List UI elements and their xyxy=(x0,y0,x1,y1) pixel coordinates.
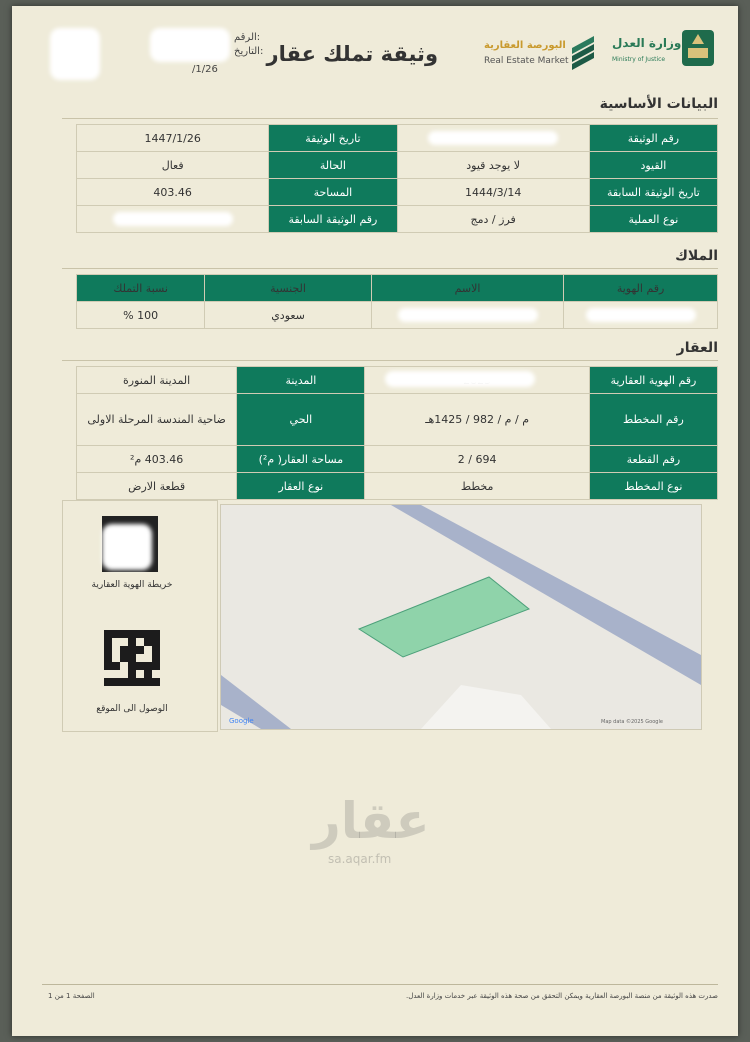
table-row xyxy=(77,206,718,233)
qr-module xyxy=(128,646,136,654)
doc-number-label: الرقم: xyxy=(234,32,261,43)
market-name-en: Real Estate Market xyxy=(484,56,569,66)
doc-date-label: التاريخ: xyxy=(234,46,264,57)
qr-module xyxy=(144,630,152,638)
qr-module xyxy=(120,630,128,638)
table-row xyxy=(77,179,718,206)
doc-date-cell-label: تاريخ الوثيقة xyxy=(269,125,397,152)
doc-date-cell: 1447/1/26 xyxy=(77,125,269,152)
plan-type-label: نوع المخطط xyxy=(589,473,717,500)
area-value: 403.46 xyxy=(77,179,269,206)
qr-module xyxy=(152,654,160,662)
table-row xyxy=(77,446,718,473)
status-label: الحالة xyxy=(269,152,397,179)
qr-module xyxy=(112,662,120,670)
qr-module xyxy=(136,654,144,662)
qr-module xyxy=(136,638,144,646)
qr-module xyxy=(144,646,152,654)
page-number: الصفحة 1 من 1 xyxy=(48,992,95,1000)
doc-number-cell-label: رقم الوثيقة xyxy=(589,125,717,152)
col-header-name: الاسم xyxy=(371,275,563,302)
map-canvas xyxy=(221,505,701,729)
qr-module xyxy=(104,630,112,638)
restrictions-value: لا يوجد قيود xyxy=(397,152,589,179)
operation-type-label: نوع العملية xyxy=(589,206,717,233)
basic-data-table xyxy=(76,124,718,233)
qr-module xyxy=(128,630,136,638)
qr-module xyxy=(128,654,136,662)
prev-doc-number-label: رقم الوثيقة السابقة xyxy=(269,206,397,233)
qr-module xyxy=(120,646,128,654)
status-value: فعال xyxy=(77,152,269,179)
redacted-qr-header xyxy=(50,28,100,80)
qr-module xyxy=(152,638,160,646)
map-credit: Map data ©2025 Google xyxy=(601,719,663,725)
divider xyxy=(62,268,718,269)
qr-module xyxy=(144,670,152,678)
district-label: الحي xyxy=(237,394,365,446)
col-header-share: نسبة التملك xyxy=(77,275,205,302)
qr-module xyxy=(104,646,112,654)
doc-number-cell xyxy=(397,125,589,152)
qr-module xyxy=(112,646,120,654)
table-row xyxy=(77,152,718,179)
owners-table xyxy=(76,274,718,329)
qr-module xyxy=(120,662,128,670)
redacted-value xyxy=(428,131,558,145)
plot-number-value: 694 / 2 xyxy=(365,446,589,473)
property-type-value: قطعة الارض xyxy=(77,473,237,500)
qr1-label: خريطة الهوية العقارية xyxy=(91,580,173,590)
owners-header-row xyxy=(77,275,718,302)
ministry-emblem-icon xyxy=(680,28,716,68)
district-value: ضاحية المندسة المرحلة الاولى xyxy=(77,394,237,446)
qr-module xyxy=(144,638,152,646)
property-area-label: مساحة العقار( م²) xyxy=(237,446,365,473)
property-id-label: رقم الهوية العقارية xyxy=(589,367,717,394)
qr-module xyxy=(112,638,120,646)
qr-module xyxy=(136,662,144,670)
qr-module xyxy=(120,670,128,678)
qr-module xyxy=(120,654,128,662)
owner-id-cell xyxy=(564,302,718,329)
watermark-url: sa.aqar.fm xyxy=(328,852,392,866)
property-id-cell xyxy=(365,367,589,394)
plan-number-label: رقم المخطط xyxy=(589,394,717,446)
owner-nationality: سعودي xyxy=(205,302,372,329)
divider xyxy=(62,118,718,119)
qr-module xyxy=(104,662,112,670)
col-header-nationality: الجنسية xyxy=(205,275,372,302)
property-type-label: نوع العقار xyxy=(237,473,365,500)
qr-module xyxy=(136,646,144,654)
property-area-value: 403.46 م² xyxy=(77,446,237,473)
basic-data-heading: البيانات الأساسية xyxy=(599,96,718,112)
table-row xyxy=(77,125,718,152)
qr-module xyxy=(128,638,136,646)
prev-doc-date-label: تاريخ الوثيقة السابقة xyxy=(589,179,717,206)
property-map-qr[interactable] xyxy=(102,516,158,572)
document-sheet xyxy=(12,6,738,1036)
property-heading: العقار xyxy=(676,340,718,356)
city-label: المدينة xyxy=(237,367,365,394)
table-row xyxy=(77,473,718,500)
area-label: المساحة xyxy=(269,179,397,206)
qr-module xyxy=(144,678,152,686)
col-header-id: رقم الهوية xyxy=(564,275,718,302)
redacted-value xyxy=(398,308,538,322)
table-row xyxy=(77,394,718,446)
qr-module xyxy=(136,678,144,686)
table-row xyxy=(77,302,718,329)
page-title: وثيقة تملك عقار xyxy=(266,42,438,66)
map-google-mark: Google xyxy=(229,717,254,725)
qr-module xyxy=(128,662,136,670)
qr-module xyxy=(144,662,152,670)
qr-module xyxy=(112,670,120,678)
qr-module xyxy=(152,646,160,654)
qr-module xyxy=(120,638,128,646)
owner-share: 100 % xyxy=(77,302,205,329)
redacted-value xyxy=(586,308,696,322)
qr-module xyxy=(152,662,160,670)
operation-type-value: فرز / دمج xyxy=(397,206,589,233)
qr-module xyxy=(152,630,160,638)
qr-module xyxy=(136,630,144,638)
redacted-value xyxy=(113,212,233,226)
ministry-name-en: Ministry of Justice xyxy=(612,56,666,63)
redacted-qr xyxy=(102,524,152,570)
qr-module xyxy=(104,638,112,646)
location-qr[interactable] xyxy=(104,630,160,686)
plan-number-value: م / م / 982 / 1425هـ xyxy=(365,394,589,446)
footer-rule xyxy=(42,984,718,985)
qr-module xyxy=(144,654,152,662)
plot-number-label: رقم القطعة xyxy=(589,446,717,473)
qr-module xyxy=(128,670,136,678)
plan-type-value: مخطط xyxy=(365,473,589,500)
qr2-label: الوصول الى الموقع xyxy=(96,704,168,714)
qr-module xyxy=(152,678,160,686)
prev-doc-number-cell xyxy=(77,206,269,233)
owners-heading: الملاك xyxy=(675,248,718,264)
qr-module xyxy=(128,678,136,686)
market-logo xyxy=(482,36,602,76)
ministry-logo xyxy=(612,28,722,72)
qr-module xyxy=(104,678,112,686)
property-table xyxy=(76,366,718,500)
qr-module xyxy=(152,670,160,678)
doc-date-fragment: /1/26 xyxy=(192,64,218,75)
qr-module xyxy=(136,670,144,678)
footer-note: صدرت هذه الوثيقة من منصة البورصة العقارية ويمكن التحقق من صحة هذه الوثيقة عبر خدمات وزارة العدل. xyxy=(406,992,718,1000)
divider xyxy=(62,360,718,361)
qr-module xyxy=(112,630,120,638)
city-value: المدينة المنورة xyxy=(77,367,237,394)
market-logo-icon xyxy=(568,36,598,72)
prev-doc-date-value: 1444/3/14 xyxy=(397,179,589,206)
restrictions-label: القيود xyxy=(589,152,717,179)
table-row xyxy=(77,367,718,394)
qr-module xyxy=(104,670,112,678)
market-name-ar: البورصة العقارية xyxy=(484,40,566,51)
qr-module xyxy=(112,654,120,662)
redacted-doc-number xyxy=(150,28,230,62)
watermark-ar: عقار xyxy=(312,792,430,850)
qr-module xyxy=(112,678,120,686)
ministry-name-ar: وزارة العدل xyxy=(612,36,682,50)
qr-module xyxy=(120,678,128,686)
qr-module xyxy=(104,654,112,662)
owner-name-cell xyxy=(371,302,563,329)
redacted-value xyxy=(385,371,535,387)
property-map[interactable] xyxy=(220,504,702,730)
